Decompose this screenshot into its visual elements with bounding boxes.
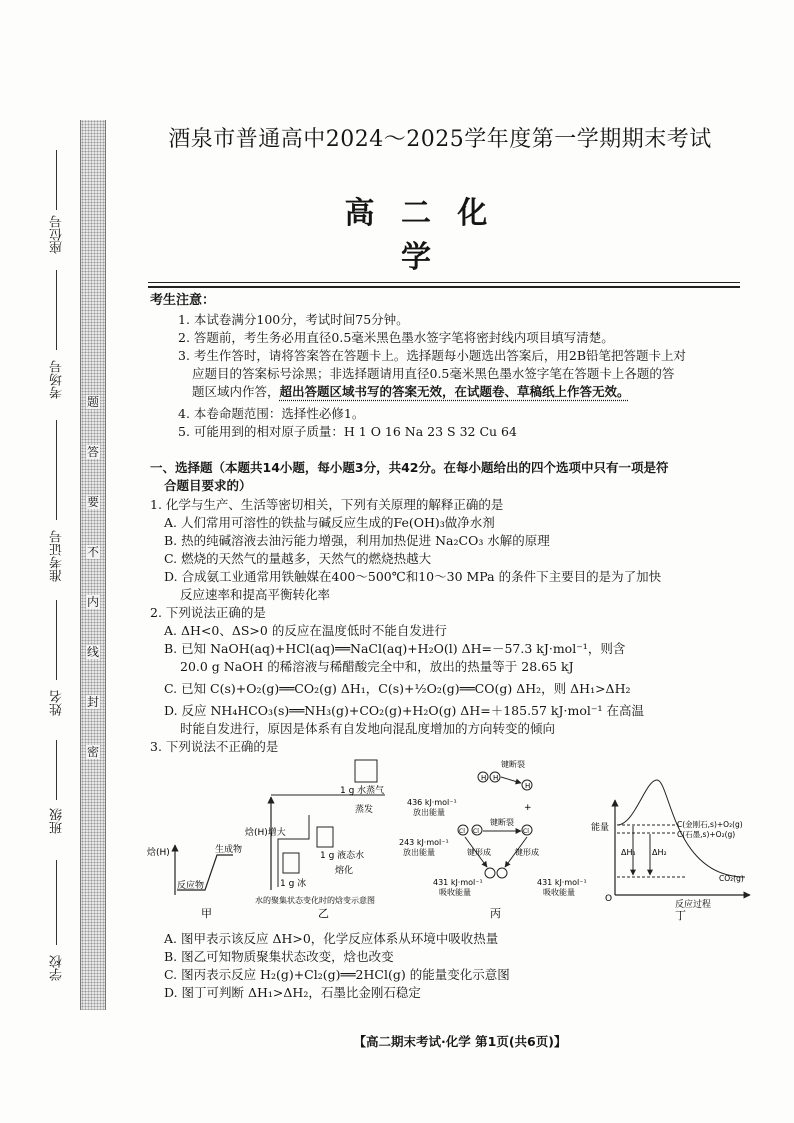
seal-char: 线 xyxy=(86,645,99,659)
divider xyxy=(148,282,740,283)
yi-note: 水的聚集状态变化时的焓变示意图 xyxy=(255,896,375,905)
notice-item: 应题目的答案标号涂黑；非选择题请用直径0.5毫米黑色墨水签字笔在答题卡上各题的答 xyxy=(192,366,675,381)
yi-ice: 1 g 冰 xyxy=(280,879,307,889)
figures-row xyxy=(145,755,765,925)
bing-e2b: 放出能量 xyxy=(403,848,435,857)
option-c[interactable]: C. 图丙表示反应 H₂(g)+Cl₂(g)══2HCl(g) 的能量变化示意图 xyxy=(164,967,510,982)
ding-caption: 丁 xyxy=(675,909,686,922)
atom-h: H xyxy=(525,782,531,790)
yi-water: 1 g 液态水 xyxy=(320,851,365,861)
fill-line[interactable] xyxy=(56,150,57,210)
atom-h: H xyxy=(493,774,499,782)
notice-item: 1. 本试卷满分100分，考试时间75分钟。 xyxy=(178,312,409,327)
option-d[interactable]: D. 图丁可判断 ΔH₁>ΔH₂，石墨比金刚石稳定 xyxy=(164,985,421,1000)
option-d[interactable]: D. 合成氨工业通常用铁触媒在400～500℃和10～30 MPa 的条件下主要目的是为了加快 xyxy=(164,569,662,584)
bing-e3b: 吸收能量 xyxy=(439,888,471,897)
ticket-number-label: 准考证号 xyxy=(50,530,65,582)
seal-char: 内 xyxy=(86,595,99,609)
option-d[interactable]: D. 反应 NH₄HCO₃(s)══NH₃(g)+CO₂(g)+H₂O(g) ΔH=＋185.57 kJ·mol⁻¹ 在高温 xyxy=(164,703,644,718)
fill-line[interactable] xyxy=(56,600,57,680)
name-label: 姓名 xyxy=(50,690,65,716)
notice-heading: 考生注意： xyxy=(150,293,216,308)
exam-title: 酒泉市普通高中2024～2025学年度第一学期期末考试 xyxy=(168,127,712,152)
figure-yi xyxy=(244,760,385,920)
question-stem: 3. 下列说法不正确的是 xyxy=(150,739,279,754)
figure-ding xyxy=(591,780,750,922)
question-stem: 1. 化学与生产、生活等密切相关，下列有关原理的解释正确的是 xyxy=(150,497,504,512)
bing-e1b: 放出能量 xyxy=(413,808,445,817)
ding-origin: O xyxy=(605,894,613,904)
seal-char: 题 xyxy=(86,395,99,409)
binding-strip xyxy=(80,120,106,1010)
bing-form: 键形成 xyxy=(467,848,491,857)
atom-cl: Cl xyxy=(459,828,465,835)
ding-diamond: C(金刚石,s)+O₂(g) xyxy=(677,820,743,829)
bing-e3: 431 kJ·mol⁻¹ xyxy=(433,878,483,887)
jia-caption: 甲 xyxy=(201,907,212,920)
yi-caption: 乙 xyxy=(318,907,329,920)
option-d-cont: 时能自发进行，原因是体系有自发地向混乱度增加的方向转变的倾向 xyxy=(180,721,556,736)
notice-item: 4. 本卷命题范围：选择性必修1。 xyxy=(178,406,365,421)
option-a[interactable]: A. 图甲表示该反应 ΔH>0，化学反应体系从环境中吸收热量 xyxy=(164,931,499,946)
bing-e4b: 吸收能量 xyxy=(543,888,575,897)
ding-dh1: ΔH₁ xyxy=(621,848,636,857)
exam-room-label: 考场号 xyxy=(50,360,65,399)
bing-e2: 243 kJ·mol⁻¹ xyxy=(399,838,449,847)
atom-cl: Cl xyxy=(523,828,529,835)
bing-e4: 431 kJ·mol⁻¹ xyxy=(537,878,587,887)
fill-line[interactable] xyxy=(56,740,57,800)
class-label: 班级 xyxy=(50,808,65,834)
seal-char: 要 xyxy=(86,495,99,509)
ding-co2: CO₂(g) xyxy=(719,874,744,883)
notice-item: 5. 可能用到的相对原子质量：H 1 O 16 Na 23 S 32 Cu 64 xyxy=(178,424,517,439)
section-heading: 一、选择题（本题共14小题，每小题3分，共42分。在每小题给出的四个选项中只有一项是符 xyxy=(150,460,669,475)
option-b[interactable]: B. 热的纯碱溶液去油污能力增强，利用加热促进 Na₂CO₃ 水解的原理 xyxy=(164,533,550,548)
seat-number-label: 座位号 xyxy=(50,215,65,254)
bing-break: 键断裂 xyxy=(490,818,514,827)
ding-graphite: C(石墨,s)+O₂(g) xyxy=(677,830,736,839)
atom-cl: Cl xyxy=(473,828,479,835)
seal-char: 不 xyxy=(86,545,99,559)
bing-e1: 436 kJ·mol⁻¹ xyxy=(407,798,457,807)
divider xyxy=(148,286,740,288)
notice-item-3-line3: 题区域内作答，超出答题区域书写的答案无效，在试题卷、草稿纸上作答无效。 xyxy=(192,384,630,399)
fill-line[interactable] xyxy=(56,860,57,945)
seal-char: 答 xyxy=(86,445,99,459)
yi-steam: 1 g 水蒸气 xyxy=(340,786,385,796)
figure-jia xyxy=(146,843,242,920)
option-a[interactable]: A. ΔH<0、ΔS>0 的反应在温度低时不能自发进行 xyxy=(164,623,447,638)
bing-form: 键形成 xyxy=(515,848,539,857)
yi-melt: 熔化 xyxy=(335,866,354,876)
jia-reactant: 反应物 xyxy=(177,881,205,891)
ding-y-axis: 能量 xyxy=(591,823,610,833)
plus-sign: + xyxy=(524,803,532,813)
ding-dh2: ΔH₂ xyxy=(652,848,667,857)
option-c[interactable]: C. 已知 C(s)+O₂(g)══CO₂(g) ΔH₁，C(s)+½O₂(g)══CO(g) ΔH₂，则 ΔH₁>ΔH₂ xyxy=(164,681,631,696)
seal-char: 密 xyxy=(86,745,99,759)
option-d-cont: 反应速率和提高平衡转化率 xyxy=(180,587,331,602)
figure-bing xyxy=(399,759,587,920)
bing-break: 键断裂 xyxy=(501,760,525,769)
seal-char: 封 xyxy=(86,695,99,709)
option-c[interactable]: C. 燃烧的天然气的量越多，天然气的燃烧热越大 xyxy=(164,551,432,566)
fill-line[interactable] xyxy=(56,270,57,350)
yi-y-axis: 焓(H)增大 xyxy=(245,828,286,838)
ding-x-axis: 反应过程 xyxy=(675,900,712,910)
atom-h: H xyxy=(481,774,487,782)
bing-caption: 丙 xyxy=(490,907,501,920)
section-heading: 合题目要求的） xyxy=(164,478,252,493)
jia-product: 生成物 xyxy=(215,845,243,855)
fill-line[interactable] xyxy=(56,420,57,520)
subject-title: 高 二 化 学 xyxy=(344,196,496,275)
option-b[interactable]: B. 图乙可知物质聚集状态改变，焓也改变 xyxy=(164,949,394,964)
page-footer: 【高二期末考试·化学 第1页(共6页)】 xyxy=(353,1034,567,1049)
option-b[interactable]: B. 已知 NaOH(aq)+HCl(aq)══NaCl(aq)+H₂O(l) ΔH=－57.3 kJ·mol⁻¹，则含 xyxy=(164,641,626,656)
notice-item: 2. 答题前，考生务必用直径0.5毫米黑色墨水签字笔将密封线内项目填写清楚。 xyxy=(178,330,614,345)
jia-y-axis: 焓(H) xyxy=(147,848,170,858)
yi-evaporate: 蒸发 xyxy=(355,805,374,815)
school-label: 学校 xyxy=(50,955,65,981)
option-a[interactable]: A. 人们常用可溶性的铁盐与碱反应生成的Fe(OH)₃做净水剂 xyxy=(164,515,495,530)
question-stem: 2. 下列说法正确的是 xyxy=(150,605,266,620)
notice-item: 3. 考生作答时，请将答案答在答题卡上。选择题每小题选出答案后，用2B铅笔把答题卡上对 xyxy=(178,348,687,363)
option-b-cont: 20.0 g NaOH 的稀溶液与稀醋酸完全中和，放出的热量等于 28.65 kJ xyxy=(180,659,574,674)
